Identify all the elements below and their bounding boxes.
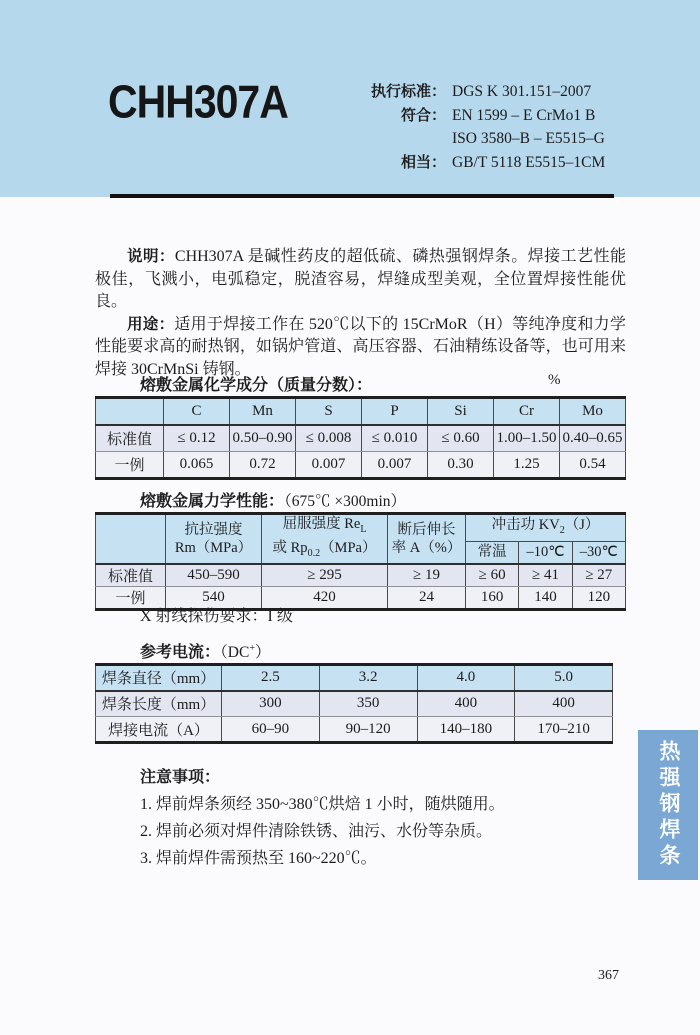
mech-section-title <box>140 488 406 511</box>
table-cell: –30℃ <box>572 541 625 564</box>
usage-label: 用途： <box>127 315 175 333</box>
length-row <box>96 691 613 717</box>
current-condition <box>220 644 270 661</box>
table-cell: Cr <box>494 398 560 425</box>
table-cell: 140–180 <box>417 717 515 743</box>
description-text: CHH307A 是碱性药皮的超低硫、磷热强钢焊条。焊接工艺性能极佳，飞溅小，电弧稳定，脱渣容易，焊缝成型美观，全位置焊接性能优良。 <box>95 248 626 310</box>
subscript: 2 <box>559 524 565 536</box>
standard-label: 相当： <box>400 153 446 171</box>
row-label: 焊条直径（mm） <box>96 665 222 691</box>
standard-value: EN 1599 – E CrMo1 B <box>452 106 596 124</box>
table-cell: 450–590 <box>166 564 262 587</box>
standard-value: DGS K 301.151–2007 <box>452 83 592 100</box>
chem-example-row <box>96 452 626 479</box>
usage-paragraph <box>95 314 626 382</box>
condition-text: ） <box>254 644 271 661</box>
table-cell: ≤ 0.60 <box>428 425 494 452</box>
table-cell: 常温 <box>466 541 519 564</box>
table-cell: 1.25 <box>494 452 560 479</box>
mech-header-row <box>96 514 626 542</box>
row-label: 一例 <box>96 587 166 610</box>
table-cell: 350 <box>319 691 417 717</box>
header-text: （J） <box>564 516 600 533</box>
category-side-tab: 热强钢焊条 <box>638 730 698 880</box>
table-cell: S <box>296 398 362 425</box>
row-label: 标准值 <box>96 425 164 452</box>
standards-block <box>348 80 605 174</box>
header-text: （MPa） <box>320 539 377 556</box>
table-cell: 60–90 <box>222 717 320 743</box>
table-cell: 1.00–1.50 <box>494 425 560 452</box>
standard-label: 执行标准： <box>370 83 446 100</box>
reference-current-table <box>95 663 613 744</box>
current-section-title <box>140 639 270 662</box>
table-cell: 0.54 <box>560 452 626 479</box>
usage-text: 适用于焊接工作在 520℃以下的 15CrMoR（H）等纯净度和力学性能要求高的耐热钢，如锅炉管道、高压容器、石油精练设备等，也可用来焊接 30CrMnSi 铸钢。 <box>95 315 626 378</box>
table-cell: 400 <box>417 691 515 717</box>
standard-row <box>348 127 605 151</box>
superscript: + <box>249 642 255 654</box>
note-item: 1. 焊前焊条须经 350~380℃烘焙 1 小时，随烘随用。 <box>140 796 505 813</box>
notes-section <box>140 764 505 872</box>
table-cell: P <box>362 398 428 425</box>
diameter-row <box>96 665 613 691</box>
mech-standard-row <box>96 564 626 587</box>
mech-condition: （675℃ ×300min） <box>284 493 406 510</box>
table-cell: ≥ 27 <box>572 564 625 587</box>
intro-paragraphs <box>95 246 626 381</box>
standard-value: GB/T 5118 E5515–1CM <box>452 153 606 171</box>
mech-title-text: 熔敷金属力学性能： <box>140 493 285 510</box>
description-paragraph <box>95 246 626 314</box>
current-row <box>96 717 613 743</box>
table-cell: 0.30 <box>428 452 494 479</box>
standard-label <box>348 127 446 151</box>
table-cell: 170–210 <box>515 717 613 743</box>
row-label: 标准值 <box>96 564 166 587</box>
table-cell: Mo <box>560 398 626 425</box>
page-header <box>0 0 700 197</box>
row-label: 焊条长度（mm） <box>96 691 222 717</box>
table-cell: 24 <box>388 587 466 610</box>
header-text: 抗拉强度 <box>184 521 243 538</box>
table-cell: 0.007 <box>296 452 362 479</box>
row-label: 焊接电流（A） <box>96 717 222 743</box>
header-text: 屈服强度 Re <box>282 516 361 532</box>
header-text: 冲击功 KV <box>491 516 560 533</box>
table-cell: Mn <box>230 398 296 425</box>
chem-header-row <box>96 398 626 425</box>
table-cell: 5.0 <box>515 665 613 691</box>
table-cell: Si <box>428 398 494 425</box>
table-cell: 0.007 <box>362 452 428 479</box>
table-cell: 2.5 <box>222 665 320 691</box>
table-cell: ≥ 295 <box>262 564 388 587</box>
standard-value: ISO 3580–B – E5515–G <box>452 130 605 147</box>
table-cell: 120 <box>572 587 625 610</box>
table-cell <box>166 514 262 564</box>
notes-title: 注意事项： <box>140 769 221 786</box>
table-cell <box>96 514 166 564</box>
table-cell: 0.72 <box>230 452 296 479</box>
table-cell: 400 <box>515 691 613 717</box>
xray-requirement: X 射线探伤要求：I 级 <box>140 608 293 625</box>
table-cell: 90–120 <box>319 717 417 743</box>
standard-row <box>348 80 605 104</box>
subscript: L <box>360 523 367 535</box>
table-cell: 0.065 <box>164 452 230 479</box>
table-cell: 160 <box>466 587 519 610</box>
chem-title-text: 熔敷金属化学成分（质量分数）： <box>140 377 373 394</box>
description-label: 说明： <box>127 248 175 265</box>
chem-section-title <box>140 372 372 395</box>
note-item: 2. 焊前必须对焊件清除铁锈、油污、水份等杂质。 <box>140 823 493 840</box>
table-cell: ≥ 60 <box>466 564 519 587</box>
table-cell: C <box>164 398 230 425</box>
chem-standard-row <box>96 425 626 452</box>
current-title-text: 参考电流： <box>140 644 221 661</box>
page-number: 367 <box>598 968 619 983</box>
header-divider <box>110 194 614 198</box>
table-cell: ≤ 0.12 <box>164 425 230 452</box>
subscript: 0.2 <box>307 547 321 559</box>
table-cell <box>96 398 164 425</box>
table-cell: –10℃ <box>519 541 572 564</box>
table-cell: 0.50–0.90 <box>230 425 296 452</box>
note-item: 3. 焊前焊件需预热至 160~220℃。 <box>140 850 377 867</box>
table-cell <box>262 514 388 564</box>
table-cell: 0.40–0.65 <box>560 425 626 452</box>
impact-header-cell <box>466 514 626 542</box>
table-cell: 300 <box>222 691 320 717</box>
table-cell: ≥ 41 <box>519 564 572 587</box>
header-text: 或 Rp <box>272 539 308 556</box>
header-text: Rm（MPa） <box>174 539 253 556</box>
mechanical-properties-table <box>95 512 626 611</box>
standard-row <box>348 104 605 128</box>
table-cell: 140 <box>519 587 572 610</box>
table-cell: ≥ 19 <box>388 564 466 587</box>
table-cell: ≤ 0.010 <box>362 425 428 452</box>
product-title: CHH307A <box>108 76 288 128</box>
chemical-composition-table <box>95 396 626 480</box>
standard-label: 符合： <box>400 106 446 124</box>
table-cell: ≤ 0.008 <box>296 425 362 452</box>
standard-row <box>348 151 605 175</box>
row-label: 一例 <box>96 452 164 479</box>
table-cell: 540 <box>166 587 262 610</box>
header-text: 率 A（%） <box>391 539 462 556</box>
header-text: 断后伸长 <box>397 521 456 538</box>
table-cell: 420 <box>262 587 388 610</box>
chem-unit-percent: % <box>548 372 561 388</box>
condition-text: （DC <box>220 644 250 661</box>
table-cell: 4.0 <box>417 665 515 691</box>
table-cell: 3.2 <box>319 665 417 691</box>
table-cell <box>388 514 466 564</box>
